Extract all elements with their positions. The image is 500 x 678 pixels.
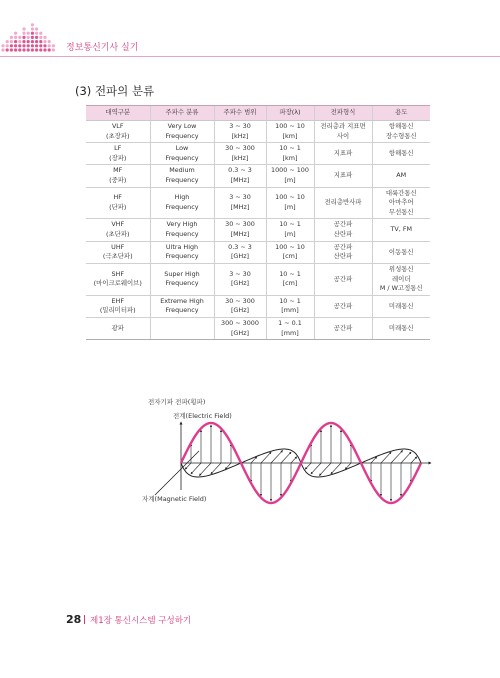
row-usage-cell [372,295,430,317]
magnetic-field-label: 자계(Magnetic Field) [142,495,207,503]
table-row [86,263,430,295]
table-header-row [86,106,430,121]
row-usage-cell-line: 미래통신 [388,301,414,310]
row-wavelength-cell-line: [km] [282,131,298,140]
row-type-cell-line: 공간파 [333,301,353,310]
decoration-dot [52,48,55,51]
row-wavelength-cell-line: 100 ~ 10 [275,193,305,202]
decoration-dot [35,27,38,30]
decoration-dot [27,32,30,35]
row-wavelength-cell-line: [km] [282,153,298,162]
row-class-cell-line: Frequency [165,131,199,140]
row-band-cell-line: 광파 [111,323,124,332]
magnetic-vector-arrow [199,463,211,476]
row-range-cell [214,241,266,263]
row-class-cell-line: Frequency [165,279,199,288]
row-class-cell [150,187,214,219]
row-type-cell-line: 공간파 [333,242,353,251]
row-class-cell-line: Medium [169,166,195,175]
row-usage-cell-line: TV, FM [390,225,413,234]
decoration-dot [31,44,34,47]
row-class-cell [150,143,214,165]
table-row [86,317,430,339]
decoration-dot [35,32,38,35]
row-type-cell [314,295,372,317]
row-range-cell-line: [GHz] [230,279,250,288]
row-band-cell [86,317,150,339]
decoration-dot [18,44,21,47]
decoration-dot [39,32,42,35]
row-type-cell [314,187,372,219]
table-row [86,165,430,187]
decoration-dot [31,36,34,39]
decoration-dot [14,48,17,51]
row-band-cell [86,165,150,187]
decoration-dot [43,40,46,43]
row-wavelength-cell-line: 10 ~ 1 [279,220,301,229]
row-range-cell-line: 0.3 ~ 3 [228,242,252,251]
decoration-dot [43,48,46,51]
row-band-cell-line: EHF [111,296,125,305]
row-range-cell-line: 30 ~ 300 [225,220,255,229]
decoration-dot [10,40,13,43]
row-band-cell-line: UHF [111,242,125,251]
decoration-dot [27,48,30,51]
row-range-cell-line: [GHz] [230,328,250,337]
row-class-cell-line: Super High [164,269,200,278]
row-band-cell-line: VHF [111,220,125,229]
row-band-cell-line: (장파) [109,153,127,162]
row-range-cell-line: [MHz] [230,230,250,239]
decoration-dot [10,48,13,51]
row-wavelength-cell-line: [cm] [282,252,298,261]
decoration-dot [48,40,51,43]
row-wavelength-cell-line: [cm] [282,279,298,288]
decoration-dot [35,44,38,47]
column-header-usage: 용도 [372,106,430,121]
table-row [86,241,430,263]
magnetic-vector-arrow [401,452,411,463]
decoration-dot [22,32,25,35]
section-title: (3) 전파의 분류 [75,84,155,98]
table-row [86,187,430,219]
row-wavelength-cell [266,143,314,165]
column-header-propagation-type: 전파형식 [314,106,372,121]
row-class-cell [150,219,214,241]
row-class-cell [150,241,214,263]
row-band-cell [86,143,150,165]
row-range-cell [214,263,266,295]
chapter-title: 제1장 통신시스템 구성하기 [90,616,192,626]
row-range-cell-line: 3 ~ 30 [229,193,251,202]
row-band-cell-line: (밀리미터파) [99,306,136,315]
row-range-cell-line: 0.3 ~ 3 [228,166,252,175]
magnetic-vector-arrow [191,463,201,474]
decoration-dot [14,32,17,35]
magnetic-vector-arrow [291,457,297,463]
row-type-cell-line: 전리층반사파 [324,198,362,207]
row-band-cell-line: (초단파) [105,230,130,239]
row-band-cell-line: SHF [111,269,125,278]
decoration-dot [39,40,42,43]
row-range-cell [214,165,266,187]
column-header-wavelength: 파장(λ) [266,106,314,121]
decoration-dot [18,48,21,51]
row-usage-cell [372,219,430,241]
row-wavelength-cell-line: [m] [284,176,296,185]
decoration-dot [39,48,42,51]
decoration-dot [31,48,34,51]
row-usage-cell-line: 이동통신 [388,247,414,256]
decoration-dot [22,44,25,47]
row-range-cell-line: [GHz] [230,252,250,261]
row-wavelength-cell-line: 100 ~ 10 [275,242,305,251]
row-band-cell-line: (마이크로웨이브) [93,279,142,288]
row-type-cell [314,263,372,295]
row-class-cell-line: Frequency [165,252,199,261]
row-wavelength-cell-line: 1000 ~ 100 [271,166,309,175]
frequency-classification-table [86,105,430,340]
row-band-cell-line: HF [113,193,122,202]
row-wavelength-cell [266,295,314,317]
decoration-dot [27,36,30,39]
row-wavelength-cell [266,317,314,339]
row-usage-cell [372,241,430,263]
row-usage-cell-line: 대륙간통신 [385,188,417,197]
row-band-cell [86,295,150,317]
decoration-dot [52,44,55,47]
row-usage-cell-line: 미래통신 [388,323,414,332]
magnetic-vector-arrow [411,457,417,463]
decoration-dot [48,44,51,47]
footer-separator [84,615,85,624]
table-row [86,143,430,165]
decoration-dot [22,27,25,30]
row-class-cell [150,121,214,143]
decoration-dot [1,44,4,47]
row-usage-cell-line: 아마추어 [388,198,414,207]
decoration-dot [48,48,51,51]
wave-propagation-label: 전자기파 전파(횡파) [148,398,206,406]
decoration-dot [14,44,17,47]
row-class-cell-line: Frequency [165,153,199,162]
row-class-cell-line: Frequency [165,176,199,185]
row-class-cell [150,165,214,187]
row-wavelength-cell-line: [mm] [281,328,299,337]
decoration-dot [22,36,25,39]
row-usage-cell [372,143,430,165]
row-range-cell [214,219,266,241]
row-band-cell-line: VLF [111,122,124,130]
row-wavelength-cell [266,121,314,143]
row-class-cell-line: Extreme High [160,296,204,305]
row-type-cell [314,143,372,165]
row-band-cell-line: (단파) [109,203,127,212]
row-wavelength-cell-line: [m] [284,230,296,239]
row-range-cell-line: [MHz] [230,203,250,212]
row-type-cell-line: 전리층과 지표면 [320,122,366,130]
row-wavelength-cell-line: 100 ~ 10 [275,122,305,130]
decoration-dot [35,36,38,39]
row-usage-cell-line: M / W고정통신 [379,284,423,293]
row-wavelength-cell-line: 10 ~ 1 [279,144,301,153]
decoration-dot [14,36,17,39]
row-range-cell-line: [kHz] [231,153,249,162]
diagonal-axis [155,451,199,495]
row-usage-cell-line: 장수형통신 [385,131,417,140]
row-class-cell-line: Frequency [165,306,199,315]
row-range-cell [214,187,266,219]
magnetic-vector-arrow [391,450,403,463]
row-type-cell-line: 공간파 [333,274,353,283]
row-type-cell-line: 공간파 [333,323,353,332]
header-title: 정보통신기사 실기 [66,43,139,53]
decoration-dot [31,23,34,26]
decoration-dot [35,48,38,51]
row-range-cell [214,295,266,317]
row-usage-cell-line: 레이더 [391,274,411,283]
magnetic-vector-arrow [281,452,291,463]
decoration-dot [10,44,13,47]
row-wavelength-cell [266,263,314,295]
decoration-dot [18,40,21,43]
decoration-dot [22,48,25,51]
row-usage-cell-line: AM [396,171,407,180]
row-band-cell-line: (중파) [109,176,127,185]
decoration-dot [39,36,42,39]
table-row [86,295,430,317]
row-range-cell-line: [kHz] [231,131,249,140]
decoration-dot [6,48,9,51]
decoration-dot [27,40,30,43]
row-range-cell-line: [GHz] [230,306,250,315]
column-header-band: 대역구분 [86,106,150,121]
decoration-dot [27,44,30,47]
header-decoration-dots [0,0,56,54]
decoration-dot [31,32,34,35]
row-band-cell-line: (초장파) [105,131,130,140]
decoration-dot [14,40,17,43]
electric-field-label: 전계(Electric Field) [173,412,232,420]
decoration-dot [1,48,4,51]
decoration-dot [22,40,25,43]
row-wavelength-cell [266,219,314,241]
row-class-cell-line: Frequency [165,230,199,239]
row-range-cell [214,121,266,143]
row-class-cell-line: Very Low [167,122,197,130]
row-usage-cell [372,263,430,295]
row-type-cell [314,241,372,263]
row-band-cell-line: MF [113,166,123,175]
em-wave-diagram [135,392,435,522]
row-band-cell [86,121,150,143]
row-class-cell-line: High [174,193,190,202]
row-band-cell [86,187,150,219]
row-class-cell [150,317,214,339]
row-wavelength-cell-line: 10 ~ 1 [279,269,301,278]
row-class-cell-line: Very High [166,220,198,229]
row-class-cell [150,295,214,317]
row-band-cell [86,219,150,241]
row-type-cell-line: 지표파 [333,171,353,180]
row-range-cell-line: 300 ~ 3000 [221,318,259,327]
row-wavelength-cell [266,241,314,263]
row-range-cell-line: 3 ~ 30 [229,269,251,278]
row-type-cell [314,317,372,339]
row-range-cell-line: 30 ~ 300 [225,144,255,153]
row-class-cell-line: Low [175,144,189,153]
column-header-class: 주파수 분류 [150,106,214,121]
row-wavelength-cell-line: [mm] [281,306,299,315]
row-band-cell-line: (극초단파) [102,252,133,261]
page-number: 28 [66,613,82,626]
row-range-cell [214,317,266,339]
row-type-cell-line: 사이 [336,131,350,140]
decoration-dot [35,40,38,43]
row-class-cell-line: Frequency [165,203,199,212]
table-row [86,121,430,143]
magnetic-vector-arrow [319,463,331,476]
row-type-cell-line: 지표파 [333,149,353,158]
decoration-dot [6,40,9,43]
row-range-cell-line: [MHz] [230,176,250,185]
row-wavelength-cell-line: 1 ~ 0.1 [278,318,302,327]
row-range-cell-line: 30 ~ 300 [225,296,255,305]
row-wavelength-cell [266,165,314,187]
row-usage-cell [372,317,430,339]
row-type-cell [314,121,372,143]
decoration-dot [31,40,34,43]
decoration-dot [10,36,13,39]
row-wavelength-cell-line: 10 ~ 1 [279,296,301,305]
row-type-cell [314,219,372,241]
row-usage-cell [372,187,430,219]
decoration-dot [43,36,46,39]
row-band-cell-line: LF [114,144,122,153]
magnetic-vector-arrow [271,450,283,463]
magnetic-vector-arrow [311,463,321,474]
column-header-range: 주파수 범위 [214,106,266,121]
table-row [86,219,430,241]
row-usage-cell-line: 위성통신 [388,264,414,273]
row-usage-cell-line: 무선통신 [388,207,414,216]
row-type-cell [314,165,372,187]
magnetic-vector-arrow [305,463,311,469]
row-range-cell-line: 3 ~ 30 [229,122,251,130]
row-band-cell [86,263,150,295]
row-type-cell-line: 산란파 [333,252,353,261]
decoration-dot [6,44,9,47]
row-type-cell-line: 산란파 [333,230,353,239]
row-usage-cell-line: 항해통신 [388,149,414,158]
row-usage-cell [372,121,430,143]
row-type-cell-line: 공간파 [333,220,353,229]
decoration-dot [43,44,46,47]
decoration-dot [39,44,42,47]
row-usage-cell-line: 항해통신 [388,122,414,130]
header-divider [0,56,500,57]
row-class-cell [150,263,214,295]
decoration-dot [31,27,34,30]
decoration-dot [18,36,21,39]
row-range-cell [214,143,266,165]
row-usage-cell [372,165,430,187]
row-wavelength-cell-line: [m] [284,203,296,212]
row-class-cell-line: Ultra High [165,242,199,251]
row-wavelength-cell [266,187,314,219]
row-band-cell [86,241,150,263]
